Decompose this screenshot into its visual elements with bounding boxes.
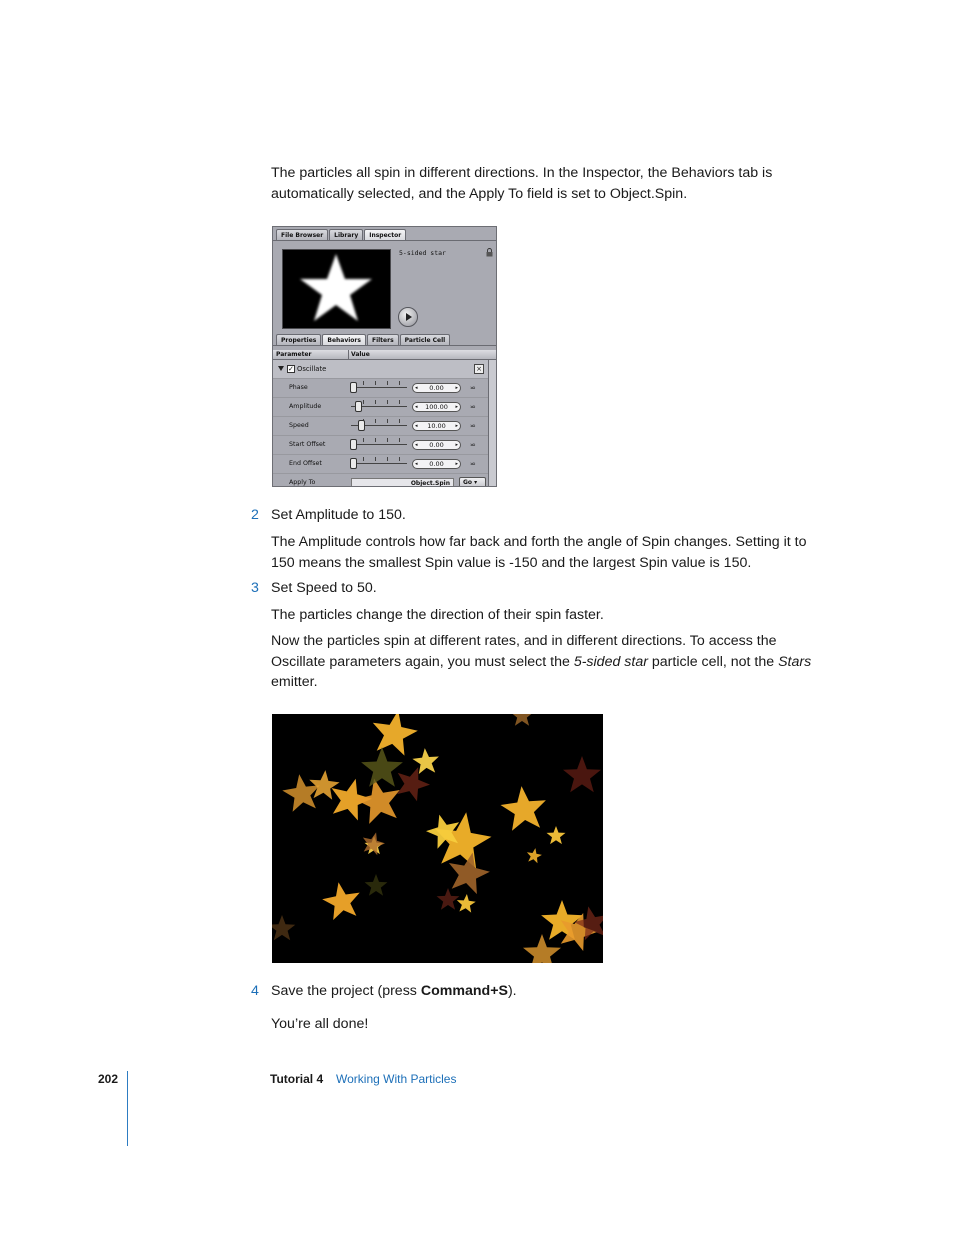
intro-paragraph: The particles all spin in different directions. In the Inspector, the Behaviors tab is automatically selected, and the Apply To field is set to Object.Spin.	[271, 165, 773, 202]
param-slider[interactable]	[351, 444, 407, 445]
italic-emitter-name: Stars	[778, 653, 812, 670]
slider-thumb[interactable]	[355, 401, 362, 412]
slider-thumb[interactable]	[350, 382, 357, 393]
tab-file-browser[interactable]: File Browser	[276, 229, 328, 241]
star-particle	[322, 882, 360, 920]
amplitude-paragraph: The Amplitude controls how far back and forth the angle of Spin changes. Setting it to 150 means the smallest Spin value is -150 and the largest Spin value is 150.	[271, 534, 807, 571]
object-name: 5-sided star	[399, 249, 446, 257]
apply-to-field[interactable]: Object.Spin	[351, 478, 454, 487]
tab-divider	[273, 240, 496, 241]
star-particle	[282, 774, 320, 812]
step-number: 3	[251, 580, 259, 596]
param-value-field[interactable]: ◂ 0.00 ▸	[412, 459, 461, 469]
star-particle	[272, 915, 295, 940]
star-particle	[449, 853, 490, 895]
param-label: Phase	[289, 384, 308, 391]
slider-thumb[interactable]	[350, 458, 357, 469]
speed-paragraph: The particles change the direction of their spin faster.	[271, 607, 604, 623]
tab-particle-cell[interactable]: Particle Cell	[400, 334, 451, 346]
param-slider[interactable]	[351, 406, 407, 407]
param-value-field[interactable]: ◂ 100.00 ▸	[412, 402, 461, 412]
stars-illustration	[272, 714, 603, 963]
column-divider	[348, 350, 349, 359]
param-label: Speed	[289, 422, 309, 429]
star-particle	[547, 826, 566, 844]
particles-render-image	[272, 714, 603, 963]
param-label: Amplitude	[289, 403, 322, 410]
star-particle	[365, 874, 388, 896]
page-number: 202	[98, 1072, 119, 1086]
param-reset-icon[interactable]: ⋍	[470, 441, 476, 449]
shortcut-key: Command+S	[420, 983, 508, 999]
slider-thumb[interactable]	[350, 439, 357, 450]
param-row-start-offset	[273, 436, 488, 455]
disclosure-triangle-icon[interactable]	[278, 366, 284, 371]
param-label: Apply To	[289, 479, 316, 486]
param-row-speed	[273, 417, 488, 436]
behavior-group-row[interactable]	[273, 360, 488, 379]
star-particle	[501, 786, 546, 831]
param-row-end-offset	[273, 455, 488, 474]
column-header	[273, 350, 496, 360]
star-particle	[527, 848, 542, 863]
tab-filters[interactable]: Filters	[367, 334, 399, 346]
value-column-header: Value	[351, 351, 370, 358]
footer-rule	[127, 1071, 128, 1146]
sub-tab-divider	[273, 345, 496, 346]
star-particle	[361, 747, 403, 787]
star-particle	[523, 934, 561, 963]
object-preview	[282, 249, 391, 329]
go-popup-button[interactable]: Go ▾	[459, 477, 486, 487]
remove-behavior-icon[interactable]: ×	[474, 364, 484, 374]
param-slider[interactable]	[351, 387, 407, 388]
star-preview-icon	[283, 250, 390, 328]
footer-tutorial: Tutorial 4	[270, 1072, 324, 1086]
param-reset-icon[interactable]: ⋍	[470, 384, 476, 392]
tab-properties[interactable]: Properties	[276, 334, 321, 346]
param-slider[interactable]	[351, 463, 407, 464]
footer-chapter-title: Working With Particles	[336, 1072, 457, 1086]
tab-inspector[interactable]: Inspector	[364, 229, 406, 241]
lock-icon[interactable]	[486, 248, 493, 257]
done-paragraph: You’re all done!	[271, 1016, 369, 1032]
inspector-screenshot	[272, 226, 497, 487]
go-button-label: Go	[463, 479, 473, 486]
play-button[interactable]	[398, 307, 418, 327]
step-text: Set Amplitude to 150.	[271, 507, 406, 523]
step-number: 4	[251, 983, 259, 999]
param-value-field[interactable]: ◂ 10.00 ▸	[412, 421, 461, 431]
inspector-sub-tabs	[276, 334, 451, 345]
param-value-field[interactable]: ◂ 0.00 ▸	[412, 440, 461, 450]
star-particle	[309, 770, 339, 800]
param-label: Start Offset	[289, 441, 326, 448]
param-reset-icon[interactable]: ⋍	[470, 460, 476, 468]
param-value-field[interactable]: ◂ 0.00 ▸	[412, 383, 461, 393]
star-particle	[373, 714, 418, 756]
step-text: Set Speed to 50.	[271, 580, 377, 596]
italic-cell-name: 5-sided star	[573, 653, 648, 670]
top-tab-bar	[276, 229, 407, 240]
param-reset-icon[interactable]: ⋍	[470, 422, 476, 430]
inspector-scrollbar[interactable]	[488, 360, 496, 486]
tab-library[interactable]: Library	[329, 229, 363, 241]
step-text: Save the project (press Command+S).	[271, 983, 517, 999]
star-particle	[563, 756, 601, 792]
now-paragraph: Now the particles spin at different rates, and in different directions. To access the Oscillate parameters again, you must select the 5-sided star particle cell, not the Stars emitter.	[271, 633, 812, 690]
param-slider[interactable]	[351, 425, 407, 426]
param-row-apply-to	[273, 474, 488, 487]
star-particle	[457, 894, 476, 913]
parameter-list	[273, 360, 488, 487]
star-particle	[437, 888, 460, 910]
step-number: 2	[251, 507, 259, 523]
param-row-phase	[273, 379, 488, 398]
parameter-column-header: Parameter	[276, 351, 312, 358]
param-label: End Offset	[289, 460, 322, 467]
behavior-name: Oscillate	[297, 365, 327, 373]
param-row-amplitude	[273, 398, 488, 417]
tab-behaviors[interactable]: Behaviors	[322, 334, 366, 346]
param-reset-icon[interactable]: ⋍	[470, 403, 476, 411]
star-particle	[511, 714, 534, 726]
slider-thumb[interactable]	[358, 420, 365, 431]
star-particle	[397, 767, 430, 801]
behavior-enable-checkbox[interactable]	[287, 365, 295, 373]
